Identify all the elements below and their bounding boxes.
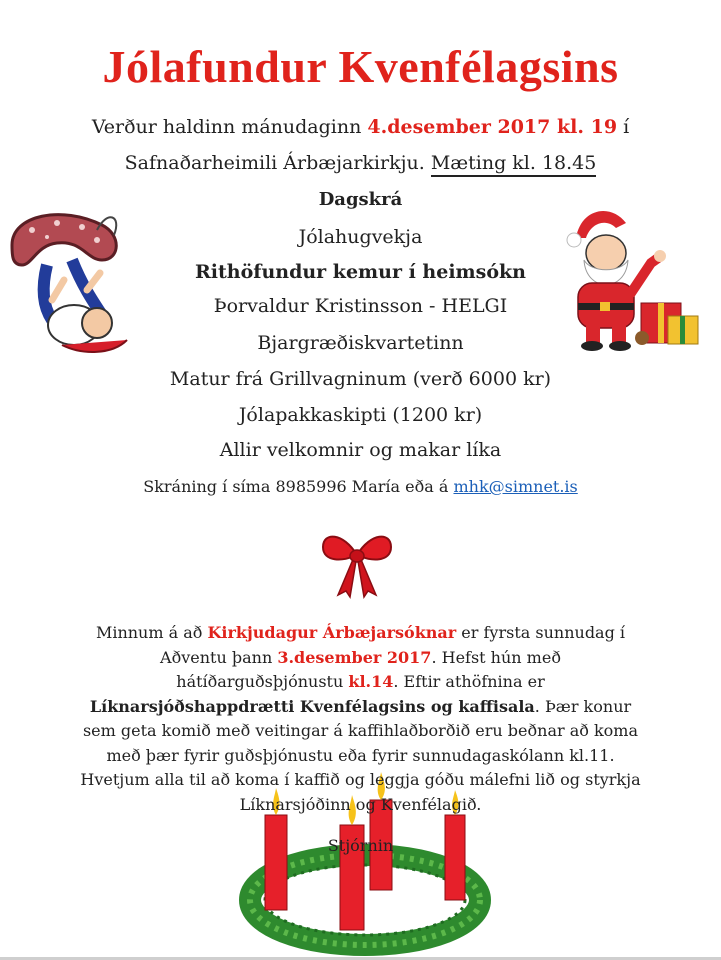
santa-claus-icon (556, 198, 706, 358)
meeting-date-line (0, 116, 721, 138)
notice-raffle: Líknarsjóðshappdrætti Kvenfélagsins og kaffisala (89, 696, 535, 716)
program-item: Jólahugvekja (298, 226, 423, 248)
notice-text: . Þær konur sem geta komið með veitingar á kaffihlaðborðið eru beðnar að koma með þær fyrir guðsþjónustu eða fyrir sunnudagaskólann kl.11. Hvetjum alla til að koma í kaffið og leggja góðu málefni lið og styrkja Líknarsjóðinn og Kvenfélagið. (80, 696, 641, 814)
program-item: Þorvaldur Kristinsson - HELGI (213, 295, 508, 317)
program-item: Jólapakkaskipti (1200 kr) (238, 404, 483, 426)
notice-event: Kirkjudagur Árbæjarsóknar (207, 623, 457, 642)
signature: Stjórnin (327, 836, 394, 855)
notice-text: Minnum á að (95, 623, 208, 642)
program-heading: Dagskrá (318, 189, 403, 210)
program-item: Matur frá Grillvagninum (verð 6000 kr) (169, 368, 552, 390)
meeting-place: Safnaðarheimili Árbæjarkirkju. (124, 152, 431, 174)
meeting-date: 4.desember 2017 kl. 19 (367, 116, 618, 138)
meeting-date-post: í (617, 116, 630, 138)
meeting-place-line (0, 152, 721, 174)
email-link[interactable]: mhk@simnet.is (453, 477, 578, 496)
notice-time: kl.14 (348, 672, 394, 691)
registration-line (0, 477, 721, 496)
registration-text: Skráning í síma 8985996 María eða á (143, 477, 454, 496)
notice-date: 3.desember 2017 (277, 647, 432, 667)
program-item: Allir velkomnir og makar líka (219, 439, 502, 461)
program-item: Rithöfundur kemur í heimsókn (195, 261, 526, 283)
red-bow-icon (318, 527, 396, 599)
church-day-notice (80, 621, 641, 817)
program-item: Bjargræðiskvartetinn (257, 332, 464, 354)
sausage-thief-icon (2, 205, 162, 365)
notice-text: . Hefst hún með hátíðarguðsþjónustu (176, 647, 561, 691)
meeting-date-pre: Verður haldinn mánudaginn (91, 116, 368, 138)
notice-text: er fyrsta sunnudag í Aðventu þann (160, 623, 626, 667)
meeting-time: Mæting kl. 18.45 (431, 152, 597, 177)
notice-text: . Eftir athöfnina er (393, 672, 545, 691)
page-title: Jólafundur Kvenfélagsins (102, 41, 619, 92)
